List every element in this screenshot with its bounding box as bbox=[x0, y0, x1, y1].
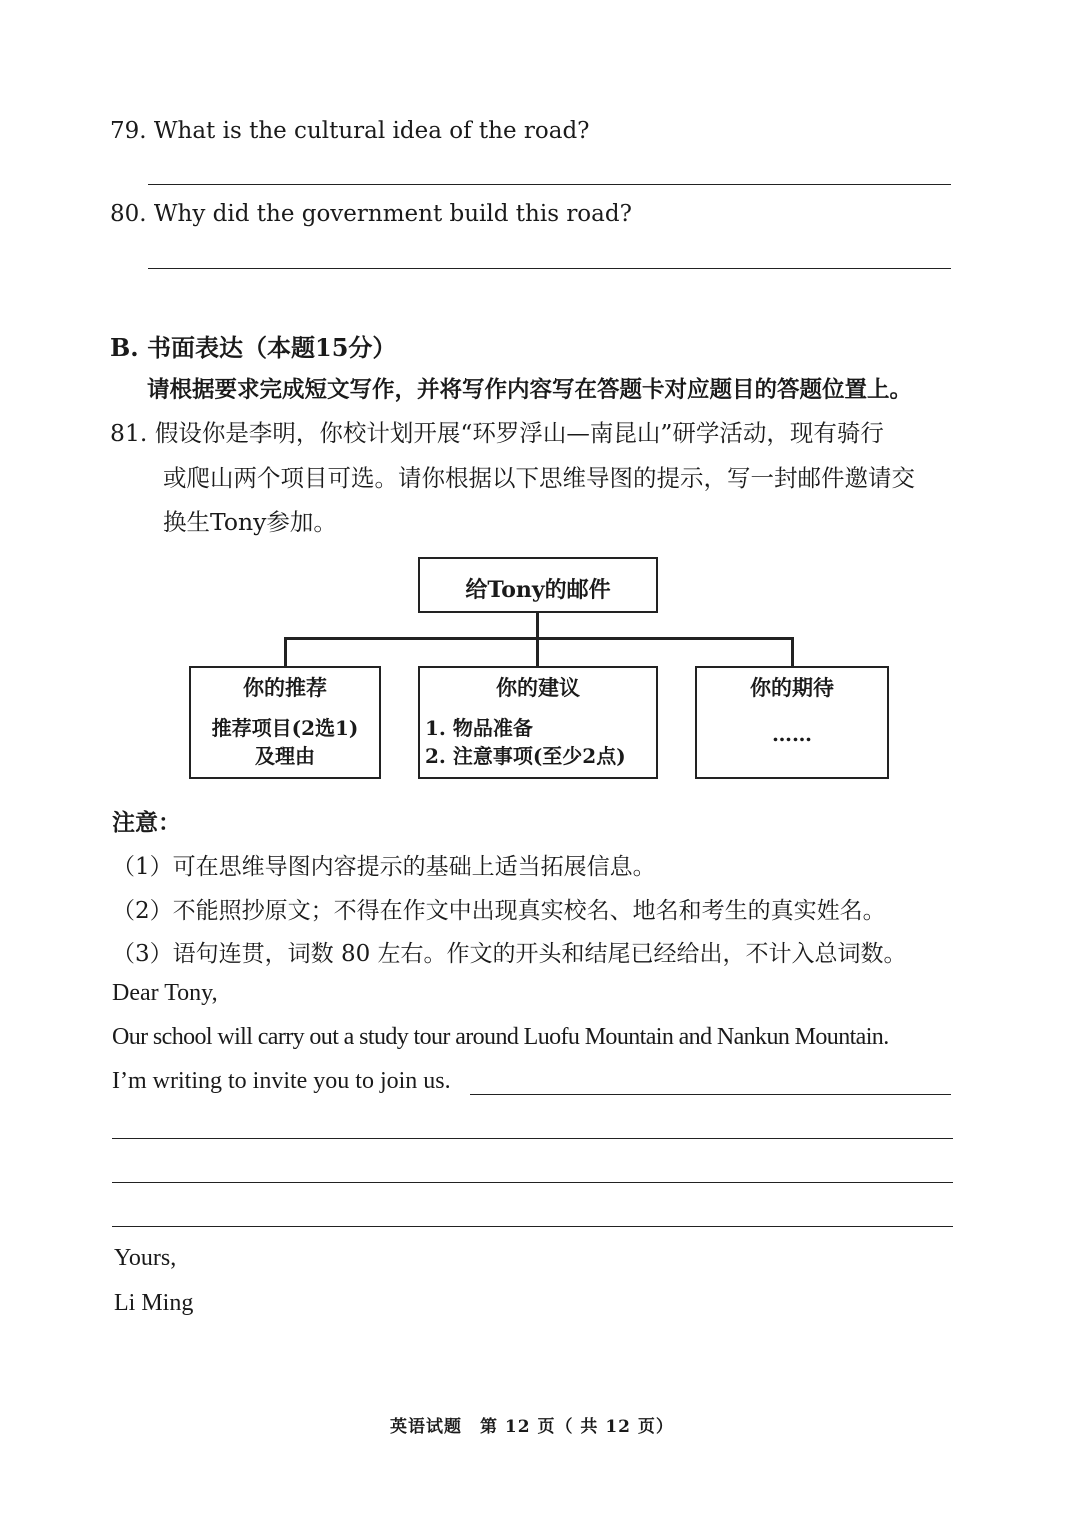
node-recommendation-title: 你的推荐 bbox=[243, 675, 327, 700]
mindmap-connector-bar bbox=[284, 637, 794, 640]
writing-line-4[interactable] bbox=[112, 1226, 953, 1227]
writing-line-1[interactable] bbox=[470, 1094, 951, 1095]
notes-heading: 注意： bbox=[112, 809, 181, 836]
mindmap-connector-right bbox=[791, 637, 794, 667]
note-3: （3）语句连贯，词数 80 左右。作文的开头和结尾已经给出，不计入总词数。 bbox=[112, 941, 907, 967]
mindmap-root-box bbox=[418, 557, 658, 613]
letter-closing: Yours, bbox=[114, 1245, 177, 1271]
note-1: （1）可在思维导图内容提示的基础上适当拓展信息。 bbox=[112, 854, 656, 880]
mindmap-connector-left bbox=[284, 637, 287, 667]
mindmap-connector-trunk bbox=[536, 612, 539, 638]
node-suggestions-line-1: 1. 物品准备 bbox=[425, 716, 533, 740]
section-b-title: B. 书面表达（本题15分） bbox=[110, 333, 397, 362]
mindmap-connector-middle bbox=[536, 637, 539, 667]
question-80: 80. Why did the government build this road? bbox=[110, 201, 632, 227]
page-footer: 英语试题 第 12 页（ 共 12 页） bbox=[390, 1417, 674, 1437]
mindmap-node-recommendation bbox=[189, 666, 381, 779]
node-suggestions-title: 你的建议 bbox=[496, 675, 580, 700]
letter-signature: Li Ming bbox=[114, 1290, 194, 1316]
node-recommendation-line-2: 及理由 bbox=[255, 744, 315, 768]
node-expectation-line-1: …… bbox=[772, 722, 812, 746]
writing-line-3[interactable] bbox=[112, 1182, 953, 1183]
letter-line-2: I’m writing to invite you to join us. bbox=[112, 1068, 451, 1094]
letter-line-1: Our school will carry out a study tour around Luofu Mountain and Nankun Mountain. bbox=[112, 1024, 889, 1050]
answer-line-80[interactable] bbox=[148, 268, 951, 269]
node-suggestions-line-2: 2. 注意事项(至少2点) bbox=[425, 744, 626, 768]
letter-greeting: Dear Tony, bbox=[112, 980, 218, 1006]
mindmap-root-label: 给Tony的邮件 bbox=[465, 577, 611, 603]
note-2: （2）不能照抄原文；不得在作文中出现真实校名、地名和考生的真实姓名。 bbox=[112, 898, 886, 924]
node-recommendation-line-1: 推荐项目(2选1) bbox=[211, 716, 359, 740]
node-expectation-title: 你的期待 bbox=[750, 675, 834, 700]
q81-line-2: 或爬山两个项目可选。请你根据以下思维导图的提示，写一封邮件邀请交 bbox=[163, 464, 915, 492]
writing-line-2[interactable] bbox=[112, 1138, 953, 1139]
q81-line-1: 81. 假设你是李明，你校计划开展“环罗浮山—南昆山”研学活动，现有骑行 bbox=[110, 419, 884, 447]
answer-line-79[interactable] bbox=[148, 184, 951, 185]
section-b-instruction: 请根据要求完成短文写作，并将写作内容写在答题卡对应题目的答题位置上。 bbox=[147, 377, 913, 403]
mindmap-node-expectation bbox=[695, 666, 889, 779]
mindmap-node-suggestions bbox=[418, 666, 658, 779]
question-79: 79. What is the cultural idea of the road? bbox=[110, 118, 590, 144]
q81-line-3: 换生Tony参加。 bbox=[163, 508, 337, 536]
